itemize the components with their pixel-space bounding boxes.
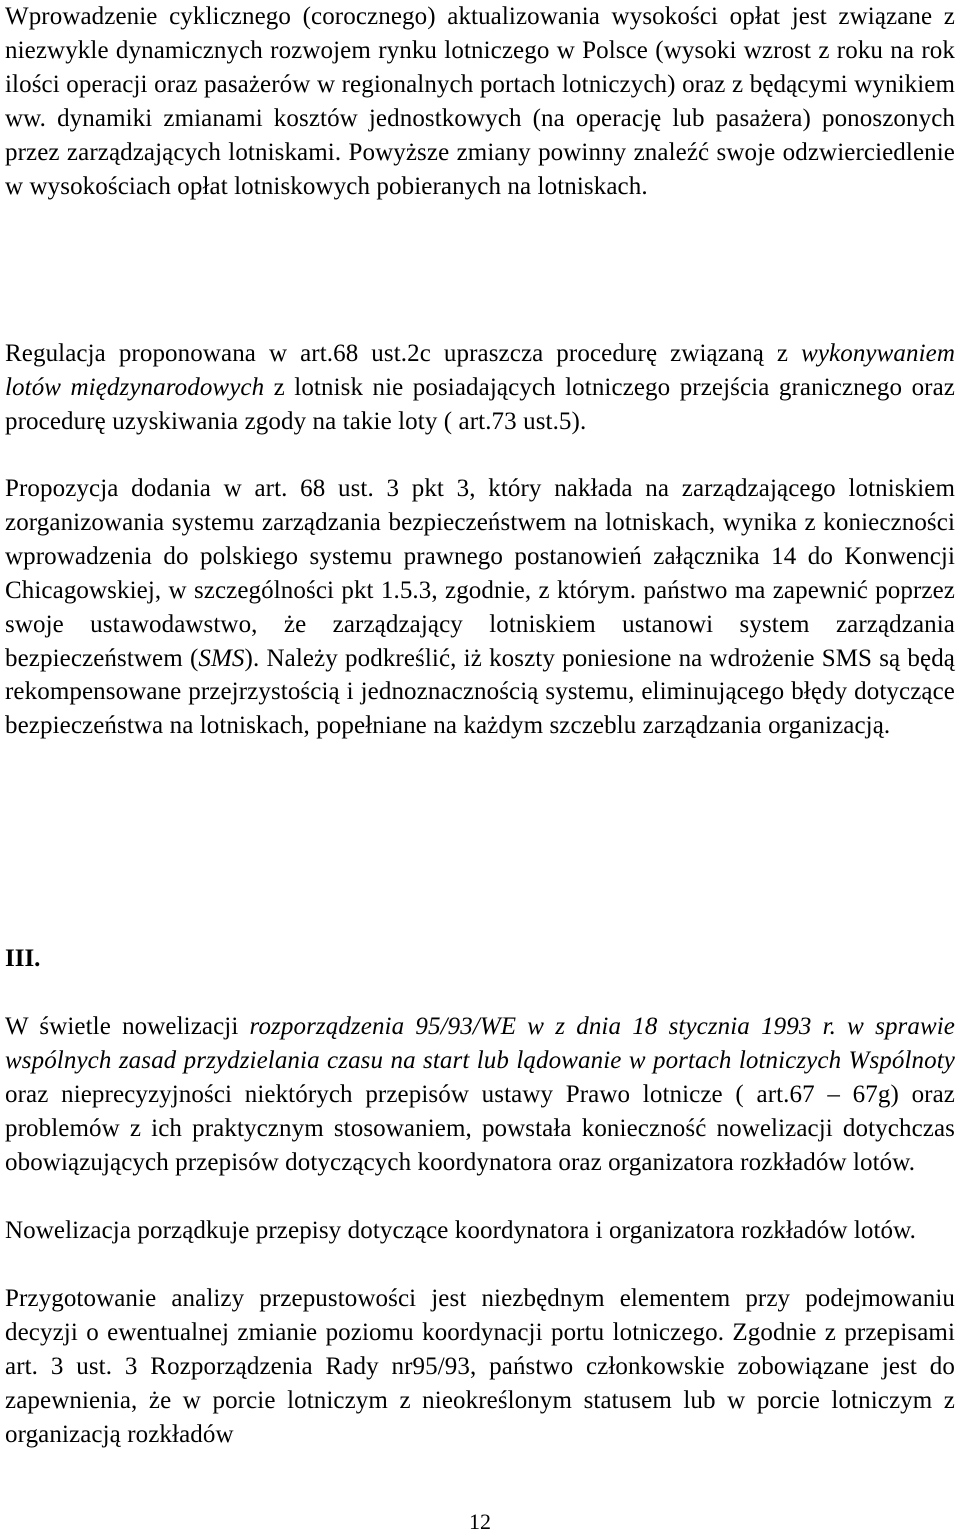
page-number: 12 [469,1509,491,1534]
paragraph-art68-2c [5,337,955,439]
paragraph-text: oraz nieprecyzyjności niektórych przepisów ustawy Prawo lotnicze ( art.67 – 67g) oraz problemów z ich praktycznym stosowaniem, powstała konieczność nowelizacji dotychczas obowiązujących przepisów dotyczących koordynatora oraz organizatora rozkładów lotów. [5,1080,955,1176]
section-heading: III. [5,945,41,972]
italic-phrase: rozporządzenia 95/93/WE w z dnia 18 stycznia 1993 r. w sprawie wspólnych zasad przydzielania czasu na start lub lądowanie w portach lotniczych Wspólnoty [5,1013,955,1074]
paragraph-coordinator: Nowelizacja porządkuje przepisy dotyczące koordynatora i organizatora rozkładów lotów. [5,1217,917,1244]
italic-phrase: wykonywaniem lotów międzynarodowych [5,340,955,401]
paragraph-fee-updates: Wprowadzenie cyklicznego (corocznego) aktualizowania wysokości opłat jest związane z niezwykle dynamicznych rozwojem rynku lotniczego w Polsce (wysoki wzrost z roku na rok ilości operacji oraz pasażerów w regionalnych portach lotniczych) oraz z będącymi wynikiem ww. dynamiki zmianami kosztów jednostkowych (na operację lub pasażera) ponoszonych przez zarządzających lotniskami. Powyższe zmiany powinny znaleźć swoje odzwierciedlenie w wysokościach opłat lotniskowych pobieranych na lotniskach. [5,3,955,200]
paragraph-text: Propozycja dodania w art. 68 ust. 3 pkt 3, który nakłada na zarządzającego lotniskiem zorganizowania systemu zarządzania bezpieczeństwem na lotniskach, wynika z konieczności wprowadzenia do polskiego systemu prawnego postanowień załącznika 14 do Konwencji Chicagowskiej, w szczególności pkt 1.5.3, zgodnie, z którym. państwo ma zapewnić poprzez swoje ustawodawstwo, że zarządzający lotniskiem ustanowi system zarządzania bezpieczeństwem ( [5,475,955,672]
italic-phrase: SMS [198,644,245,672]
paragraph-text: Regulacja proponowana w art.68 ust.2c upraszcza procedurę związaną z [5,340,802,367]
paragraph-regulation-95-93 [5,1010,955,1180]
paragraph-text: W świetle nowelizacji [5,1013,250,1040]
paragraph-text: ). Należy podkreślić, iż koszty poniesione na wdrożenie SMS są będą rekompensowane przejrzystością i jednoznacznością systemu, eliminującego błędy dotyczące bezpieczeństwa na lotniskach, popełniane na każdym szczeblu zarządzania organizacją. [5,644,955,740]
paragraph-capacity-analysis: Przygotowanie analizy przepustowości jest niezbędnym elementem przy podejmowaniu decyzji o ewentualnej zmianie poziomu koordynacji portu lotniczego. Zgodnie z przepisami art. 3 ust. 3 Rozporządzenia Rady nr95/93, państwo członkowskie zobowiązane jest do zapewnienia, że w porcie lotniczym z nieokreślonym statusem lub w porcie lotniczym z organizacją rozkładów [5,1285,955,1448]
paragraph-text: z lotnisk nie posiadających lotniczego przejścia granicznego oraz procedurę uzyskiwania zgody na takie loty ( art.73 ust.5). [5,373,955,435]
paragraph-sms-proposal [5,472,955,743]
